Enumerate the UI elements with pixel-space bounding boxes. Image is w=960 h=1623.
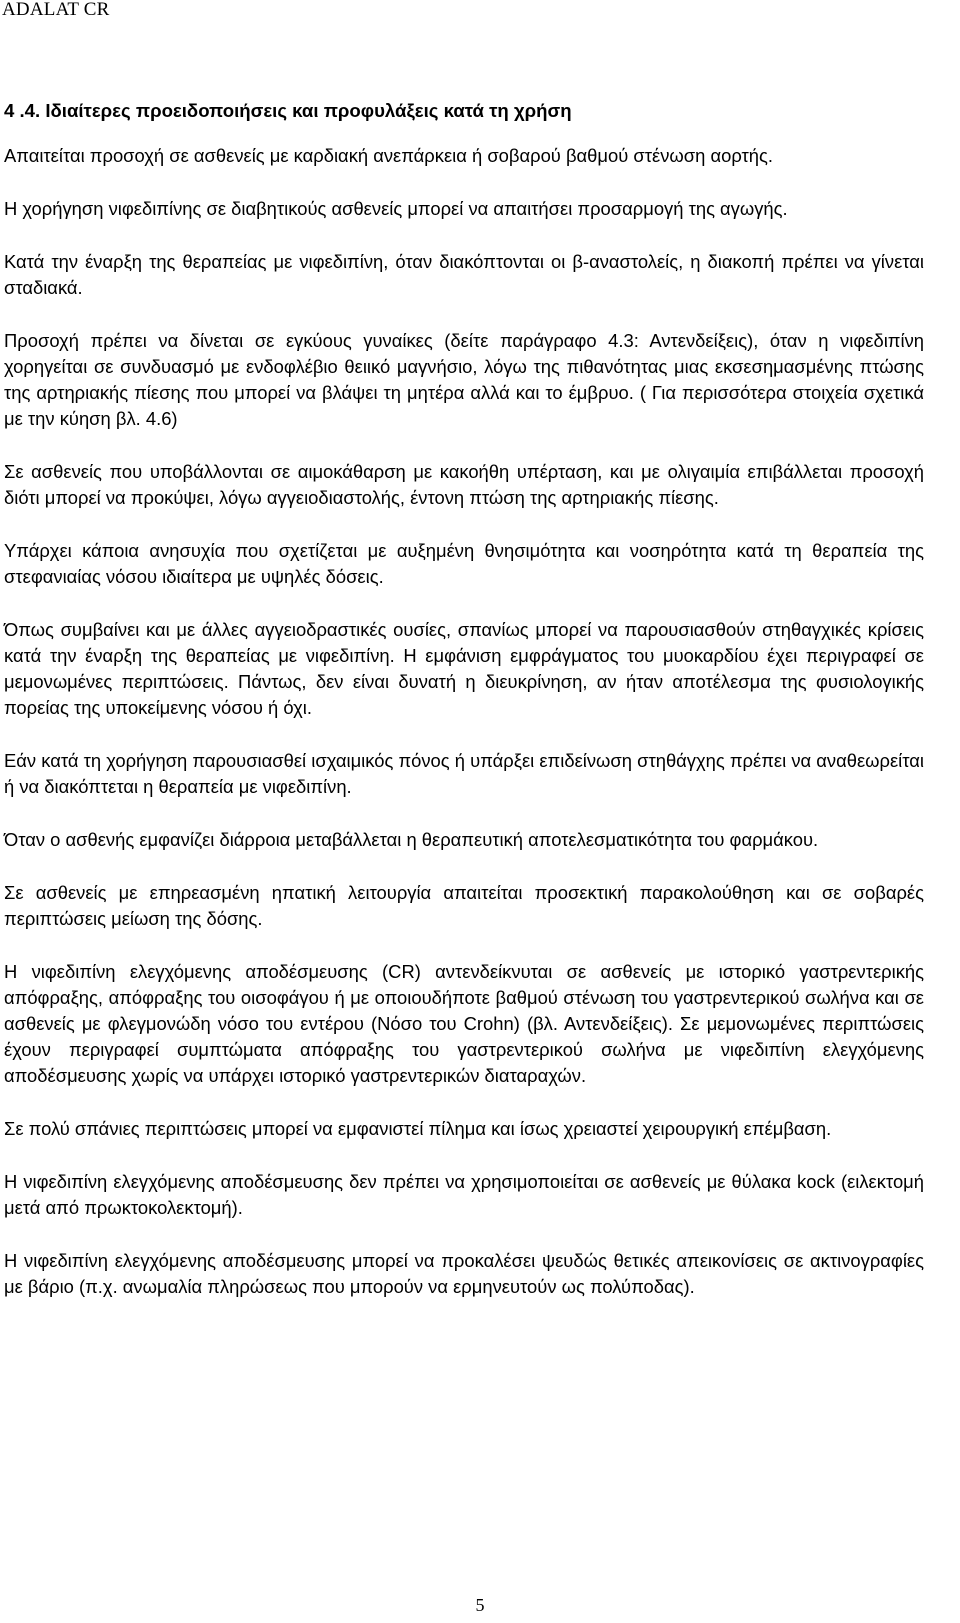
paragraph-pregnancy: Προσοχή πρέπει να δίνεται σε εγκύους γυναίκες (δείτε παράγραφο 4.3: Αντενδείξεις), όταν η νιφεδιπίνη χορηγείται σε συνδυασμό με ενδοφλέβιο θειικό μαγνήσιο, λόγω της πιθανότητας μιας εκσεσημασμένης πτώσης της αρτηριακής πίεσης που μπορεί να βλάψει τη μητέρα αλλά και το έμβρυο. ( Για περισσότερα στοιχεία σχετικά με την κύηση βλ. 4.6): [4, 330, 924, 429]
paragraph-bezoar: Σε πολύ σπάνιες περιπτώσεις μπορεί να εμφανιστεί πίλημα και ίσως χρειαστεί χειρουργική επέμβαση.: [4, 1118, 832, 1139]
section-title: 4 .4. Ιδιαίτερες προειδοποιήσεις και προφυλάξεις κατά τη χρήση: [4, 100, 572, 121]
paragraph-angina: Όπως συμβαίνει και με άλλες αγγειοδραστικές ουσίες, σπανίως μπορεί να παρουσιασθούν στηθαγχικές κρίσεις κατά την έναρξη της θεραπείας με νιφεδιπίνη. Η εμφάνιση εμφράγματος του μυοκαρδίου έχει περιγραφεί σε μεμονωμένες περιπτώσεις. Πάντως, δεν είναι δυνατή η διευκρίνηση, αν ήταν αποτέλεσμα της φυσιολογικής πορείας της υποκείμενης νόσου ή όχι.: [4, 619, 924, 718]
document-header: ADALAT CR: [2, 0, 110, 20]
paragraph-beta-blockers: Κατά την έναρξη της θεραπείας με νιφεδιπίνη, όταν διακόπτονται οι β-αναστολείς, η διακοπή πρέπει να γίνεται σταδιακά.: [4, 251, 924, 298]
paragraph-gi-obstruction: Η νιφεδιπίνη ελεγχόμενης αποδέσμευσης (CR) αντενδείκνυται σε ασθενείς με ιστορικό γαστρεντερικής απόφραξης, απόφραξης του οισοφάγου ή με οποιουδήποτε βαθμού στένωση του γαστρεντερικού σωλήνα και σε ασθενείς με φλεγμονώδη νόσο του εντέρου (Νόσο του Crohn) (βλ. Αντενδείξεις). Σε μεμονωμένες περιπτώσεις έχουν περιγραφεί συμπτώματα απόφραξης του γαστρεντερικού σωλήνα με νιφεδιπίνη ελεγχόμενης αποδέσμευσης χωρίς να υπάρχει ιστορικό γαστρεντερικών διαταραχών.: [4, 961, 924, 1086]
paragraph-hepatic: Σε ασθενείς με επηρεασμένη ηπατική λειτουργία απαιτείται προσεκτική παρακολούθηση και σε σοβαρές περιπτώσεις μείωση της δόσης.: [4, 882, 924, 929]
paragraph-mortality: Υπάρχει κάποια ανησυχία που σχετίζεται με αυξημένη θνησιμότητα και νοσηρότητα κατά τη θεραπεία της στεφανιαίας νόσου ιδιαίτερα με υψηλές δόσεις.: [4, 540, 924, 587]
paragraph-kock-pouch: Η νιφεδιπίνη ελεγχόμενης αποδέσμευσης δεν πρέπει να χρησιμοποιείται σε ασθενείς με θύλακα kock (ειλεκτομή μετά από πρωκτοκολεκτομή).: [4, 1171, 924, 1218]
paragraph-ischemic-pain: Εάν κατά τη χορήγηση παρουσιασθεί ισχαιμικός πόνος ή υπάρξει επιδείνωση στηθάγχης πρέπει να αναθεωρείται ή να διακόπτεται η θεραπεία με νιφεδιπίνη.: [4, 750, 924, 797]
paragraph-diabetics: Η χορήγηση νιφεδιπίνης σε διαβητικούς ασθενείς μπορεί να απαιτήσει προσαρμογή της αγωγής.: [4, 198, 788, 219]
paragraph-diarrhea: Όταν ο ασθενής εμφανίζει διάρροια μεταβάλλεται η θεραπευτική αποτελεσματικότητα του φαρμάκου.: [4, 829, 819, 850]
document-body: [4, 98, 924, 1327]
paragraph-hemodialysis: Σε ασθενείς που υποβάλλονται σε αιμοκάθαρση με κακοήθη υπέρταση, και με ολιγαιμία επιβάλλεται προσοχή διότι μπορεί να προκύψει, λόγω αγγειοδιαστολής, έντονη πτώση της αρτηριακής πίεσης.: [4, 461, 924, 508]
paragraph-barium-xray: Η νιφεδιπίνη ελεγχόμενης αποδέσμευσης μπορεί να προκαλέσει ψευδώς θετικές απεικονίσεις σε ακτινογραφίες με βάριο (π.χ. ανωμαλία πληρώσεως που μπορούν να ερμηνευτούν ως πολύποδας).: [4, 1250, 924, 1297]
page-number: 5: [475, 1595, 485, 1615]
paragraph-heart-failure: Απαιτείται προσοχή σε ασθενείς με καρδιακή ανεπάρκεια ή σοβαρού βαθμού στένωση αορτής.: [4, 145, 773, 166]
